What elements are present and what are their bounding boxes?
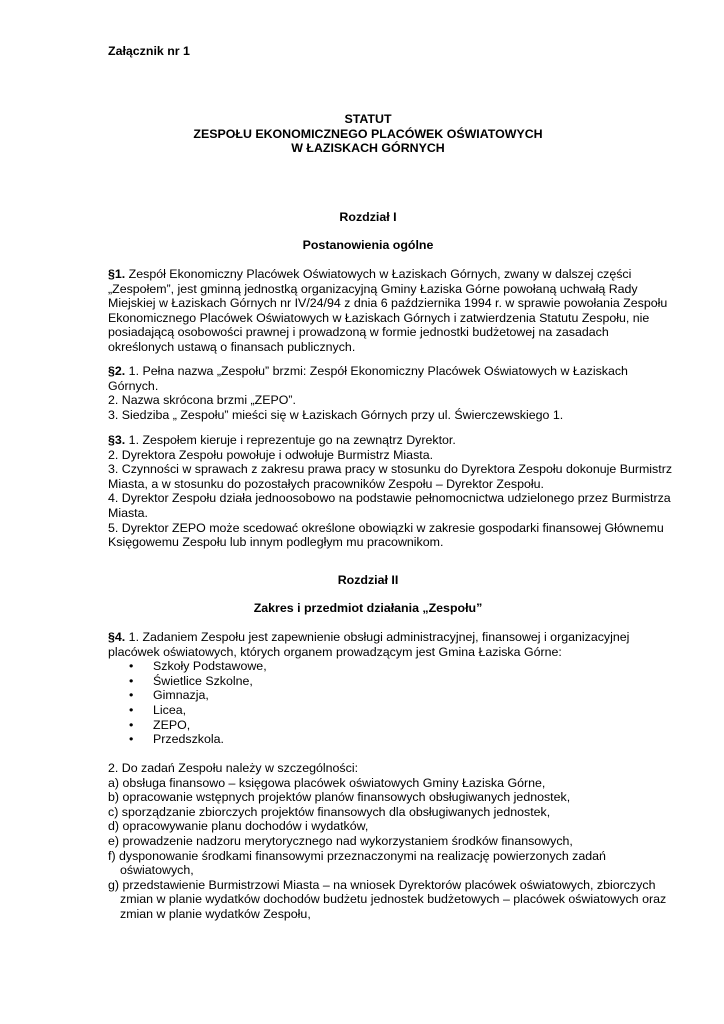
paragraph-1 (108, 267, 668, 355)
paragraph-4 (108, 630, 628, 747)
paragraph-2-line: 1. Pełna nazwa „Zespołu” brzmi: Zespół Ekonomiczny Placówek Oświatowych w Łaziskach (125, 364, 628, 378)
paragraph-1-line: Ekonomicznego Placówek Oświatowych w Łaziskach Górnych i zatwierdzenia Statutu Zespołu, nie (108, 310, 650, 325)
task-item: d) opracowywanie planu dochodów i wydatków, (108, 819, 369, 834)
paragraph-3-line: 4. Dyrektor Zespołu działa jednoosobowo na podstawie pełnomocnictwa udzielonego przez Burmistrza (108, 491, 671, 506)
paragraph-1-line: Zespół Ekonomiczny Placówek Oświatowych w Łaziskach Górnych, zwany w dalszej części (125, 267, 632, 281)
bullet-icon: • (129, 688, 134, 703)
paragraph-3-mark: §3. (108, 433, 126, 447)
bullet-icon: • (129, 702, 134, 717)
paragraph-2-mark: §2. (108, 364, 126, 378)
list-item: • Przedszkola. (129, 732, 224, 747)
list-item: • Szkoły Podstawowe, (129, 659, 267, 674)
paragraph-2-line: 3. Siedziba „ Zespołu” mieści się w Łaziskach Górnych przy ul. Świerczewskiego 1. (108, 407, 564, 422)
paragraph-3-line: Księgowemu Zespołu lub innym podległym mu pracownikom. (108, 535, 444, 550)
task-item: c) sporządzanie zbiorczych projektów finansowych dla obsługiwanych jednostek, (108, 804, 551, 819)
list-item: • ZEPO, (129, 717, 191, 732)
list-item: • Gimnazja, (129, 688, 209, 703)
paragraph-1-line: Miejskiej w Łaziskach Górnych nr IV/24/94 z dnia 6 października 1994 r. w sprawie powołania Zespołu (108, 296, 668, 311)
paragraph-4-line: placówek oświatowych, których organem prowadzącym jest Gmina Łaziska Górne: (108, 644, 562, 659)
bullet-icon: • (129, 717, 134, 732)
task-item: g) przedstawienie Burmistrzowi Miasta – na wniosek Dyrektorów placówek oświatowych, zbiorczych (108, 877, 656, 892)
tasks-intro: 2. Do zadań Zespołu należy w szczególności: (108, 761, 359, 775)
paragraph-4-mark: §4. (108, 630, 126, 644)
list-item: • Świetlice Szkolne, (129, 673, 253, 688)
attachment-label: Załącznik nr 1 (108, 44, 190, 58)
paragraph-3-line: 5. Dyrektor ZEPO może scedować określone obowiązki w zakresie gospodarki finansowej Głównemu (108, 520, 664, 535)
paragraph-1-mark: §1. (108, 267, 126, 281)
title-line-2: ZESPOŁU EKONOMICZNEGO PLACÓWEK OŚWIATOWYCH (193, 126, 543, 141)
task-item: e) prowadzenie nadzoru merytorycznego nad wykorzystaniem środków finansowych, (108, 833, 573, 848)
task-item: a) obsługa finansowo – księgowa placówek oświatowych Gminy Łaziska Górne, (108, 775, 546, 790)
chapter-1-heading: Rozdział I (339, 210, 397, 224)
task-item: zmian w planie wydatków Zespołu, (120, 906, 311, 921)
paragraph-1-line: „Zespołem”, jest gminną jednostką organizacyjną Gminy Łaziska Górne powołaną uchwałą Rady (108, 281, 638, 296)
tasks-section (108, 761, 667, 922)
task-item: oświatowych, (120, 863, 194, 878)
paragraph-3-line: 1. Zespołem kieruje i reprezentuje go na zewnątrz Dyrektor. (125, 433, 456, 447)
paragraph-3-line: 3. Czynności w sprawach z zakresu prawa pracy w stosunku do Dyrektora Zespołu dokonuje Burmistrz (108, 462, 673, 477)
chapter-2-heading: Rozdział II (337, 573, 399, 587)
institution-list (108, 659, 628, 747)
paragraph-1-line: posiadającą osobowości prawnej i prowadzoną w formie jednostki budżetowej na zasadach (108, 325, 609, 340)
paragraph-2 (108, 364, 628, 422)
bullet-icon: • (129, 732, 134, 747)
task-item: zmian w planie wydatków dochodów budżetu jednostek budżetowych – placówek oświatowych oraz (120, 892, 667, 907)
paragraph-3-line: Miasta. (108, 505, 148, 520)
paragraph-3 (108, 433, 673, 550)
title-line-3: W ŁAZISKACH GÓRNYCH (291, 141, 445, 156)
paragraph-4-line: 1. Zadaniem Zespołu jest zapewnienie obsługi administracyjnej, finansowej i organizacyjnej (125, 630, 630, 644)
bullet-icon: • (129, 659, 134, 674)
chapter-1-subheading: Postanowienia ogólne (302, 238, 434, 252)
paragraph-3-line: Miasta, a w stosunku do pozostałych pracowników Zespołu – Dyrektor Zespołu. (108, 476, 544, 491)
paragraph-2-line: Górnych. (108, 378, 159, 393)
bullet-icon: • (129, 673, 134, 688)
paragraph-2-line: 2. Nazwa skrócona brzmi „ZEPO”. (108, 393, 296, 408)
chapter-2-subheading: Zakres i przedmiot działania „Zespołu” (253, 601, 483, 615)
list-item: • Licea, (129, 702, 187, 717)
paragraph-3-line: 2. Dyrektora Zespołu powołuje i odwołuje Burmistrz Miasta. (108, 447, 434, 462)
document-title (108, 112, 628, 156)
task-item: b) opracowanie wstępnych projektów planów finansowych obsługiwanych jednostek, (108, 790, 571, 805)
task-item: f) dysponowanie środkami finansowymi przeznaczonymi na realizację powierzonych zadań (108, 848, 606, 863)
title-line-1: STATUT (344, 112, 392, 126)
paragraph-1-line: określonych ustawą o finansach publicznych. (108, 339, 356, 354)
